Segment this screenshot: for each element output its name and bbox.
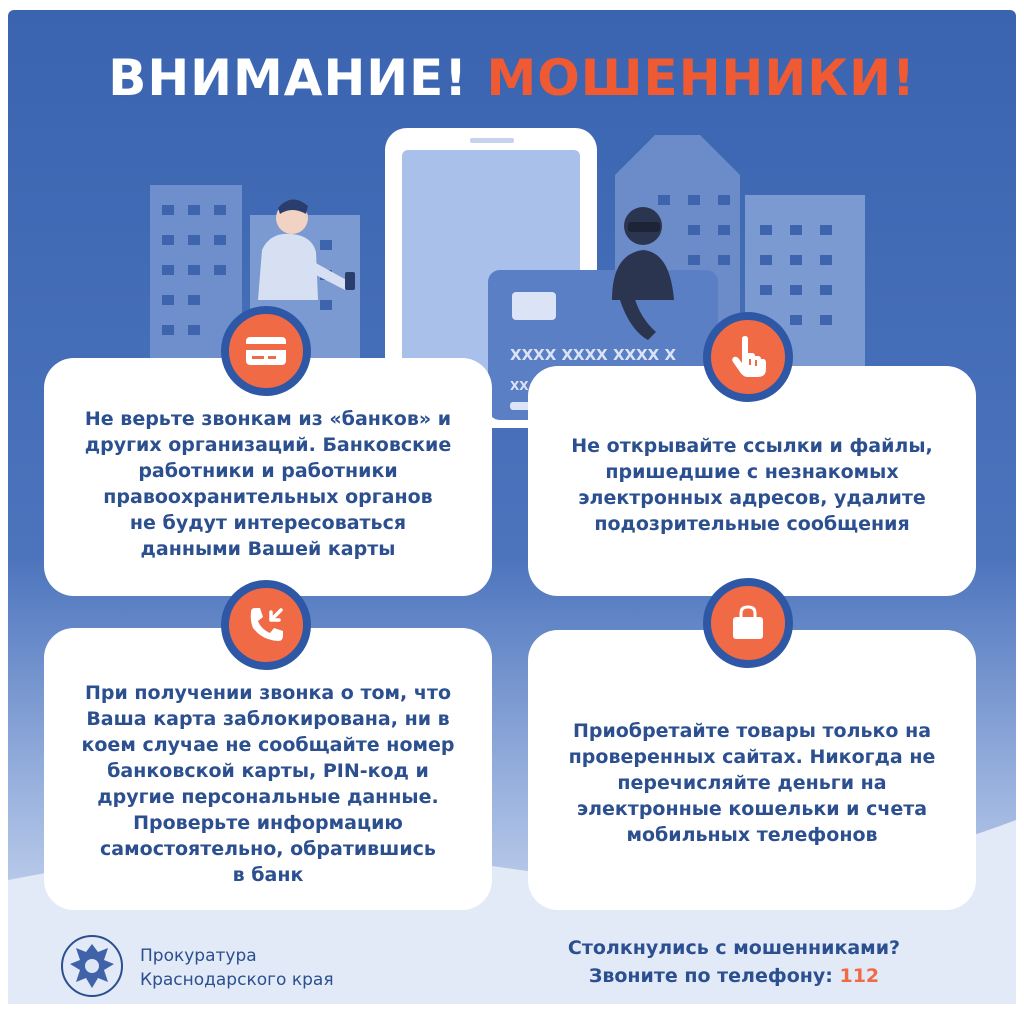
credit-card-icon [244, 335, 288, 367]
hotline-question: Столкнулись с мошенниками? [567, 937, 901, 959]
tip-badge-phone [221, 580, 311, 670]
phone-number[interactable]: 112 [839, 965, 880, 987]
tip-card-shopping [528, 630, 976, 910]
pointing-hand-icon [728, 335, 768, 379]
prosecutor-emblem-icon [60, 934, 124, 998]
tip-text: Не открывайте ссылки и файлы, пришедшие с незнакомых электронных адресов, удалите подозрительные сообщения [571, 435, 933, 535]
page-title [0, 48, 1024, 108]
title-attention: ВНИМАНИЕ! [108, 49, 469, 107]
tip-badge-bag [703, 578, 793, 668]
tip-text: При получении звонка о том, что Ваша карта заблокирована, ни в коем случае не сообщайте номер банковской карты, PIN-код и другие персональные данные. Проверьте информацию самостоятельно, обратившись в банк [81, 682, 455, 886]
title-fraudsters: МОШЕННИКИ! [486, 49, 916, 107]
incoming-call-icon [245, 604, 287, 646]
hotline-block [514, 934, 954, 990]
tip-card-blocked-card [44, 628, 492, 910]
tip-badge-hand [703, 312, 793, 402]
tip-badge-card [221, 306, 311, 396]
tip-text: Приобретайте товары только на проверенных сайтах. Никогда не перечисляйте деньги на электронные кошельки и счета мобильных телефонов [568, 720, 936, 846]
tip-text: Не верьте звонкам из «банков» и других организаций. Банковские работники и работники правоохранительных органов не будут интересоваться данными Вашей карты [84, 408, 452, 560]
hotline-prefix: Звоните по телефону: [588, 965, 840, 987]
organization-name: Прокуратура Краснодарского края [140, 946, 334, 990]
hotline-line [514, 962, 954, 990]
card-number-text: XXXX XXXX XXXX X [510, 346, 677, 364]
card-short-text: XX [510, 379, 529, 393]
shopping-bag-icon [728, 603, 768, 643]
